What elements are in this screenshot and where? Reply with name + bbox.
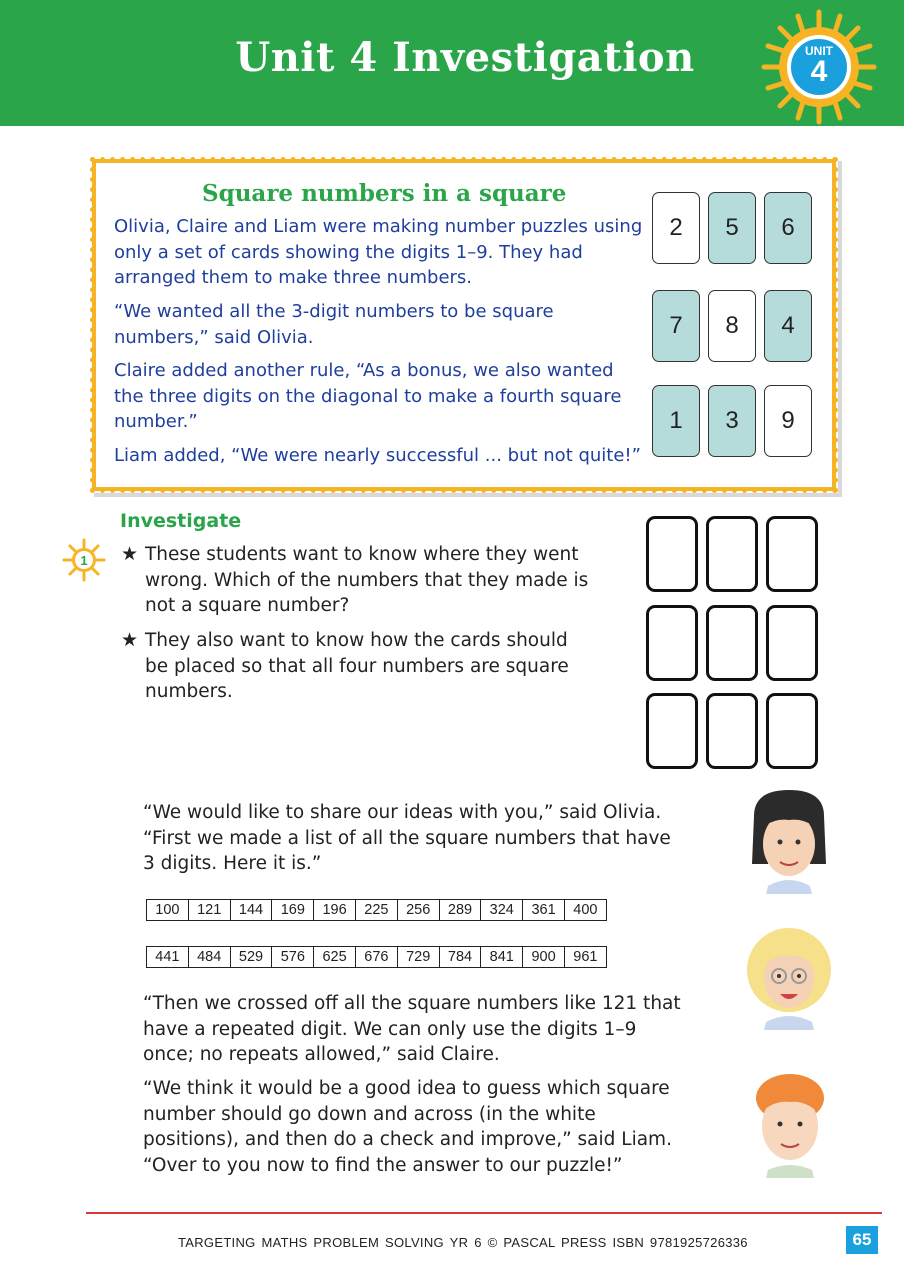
table-cell: 529 xyxy=(230,947,272,968)
digit-card: 2 xyxy=(652,192,700,264)
investigate-bullet-2: They also want to know how the cards should be placed so that all four numbers are square numbers. xyxy=(145,630,569,702)
table-cell: 784 xyxy=(439,947,481,968)
blank-card xyxy=(766,605,818,681)
investigate-bullet-1: These students want to know where they went wrong. Which of the numbers that they made is not a square number? xyxy=(145,544,589,616)
page-number: 65 xyxy=(846,1226,878,1254)
digit-card: 8 xyxy=(708,290,756,362)
digit-card: 9 xyxy=(764,385,812,457)
table-cell: 361 xyxy=(523,900,565,921)
star-bullet-icon: ★ xyxy=(121,629,139,651)
table-cell: 256 xyxy=(397,900,439,921)
blank-card xyxy=(766,516,818,592)
table-row xyxy=(147,947,607,968)
blank-card xyxy=(706,693,758,769)
blank-card xyxy=(646,605,698,681)
blank-card xyxy=(706,516,758,592)
blank-card xyxy=(766,693,818,769)
blank-card xyxy=(646,693,698,769)
digit-card: 5 xyxy=(708,192,756,264)
table-cell: 225 xyxy=(355,900,397,921)
table-cell: 900 xyxy=(523,947,565,968)
table-cell: 196 xyxy=(314,900,356,921)
digit-card: 3 xyxy=(708,385,756,457)
claire-speech: “Then we crossed off all the square numbers like 121 that have a repeated digit. We can only use the digits 1–9 once; no repeats allowed,” said Claire. xyxy=(143,993,681,1065)
digit-card: 6 xyxy=(764,192,812,264)
question-number-icon xyxy=(62,538,106,582)
puzzle-paragraph-4: Liam added, “We were nearly successful ... but not quite!” xyxy=(114,445,641,466)
puzzle-paragraph-3: Claire added another rule, “As a bonus, we also wanted the three digits on the diagonal to make a fourth square number.” xyxy=(114,360,622,432)
investigate-heading: Investigate xyxy=(120,510,242,532)
page-title: Unit 4 Investigation xyxy=(235,34,695,81)
square-numbers-table-1 xyxy=(146,899,607,921)
table-cell: 841 xyxy=(481,947,523,968)
puzzle-title: Square numbers in a square xyxy=(202,180,567,207)
footer-divider xyxy=(86,1212,882,1214)
star-bullet-icon: ★ xyxy=(121,543,139,565)
footer-text: TARGETING MATHS PROBLEM SOLVING YR 6 © PASCAL PRESS ISBN 9781925726336 xyxy=(178,1235,748,1250)
puzzle-paragraph-1: Olivia, Claire and Liam were making number puzzles using only a set of cards showing the digits 1–9. They had arranged them to make three numbers. xyxy=(114,216,643,288)
table-cell: 484 xyxy=(188,947,230,968)
table-cell: 676 xyxy=(355,947,397,968)
square-numbers-table-2 xyxy=(146,946,607,968)
digit-card: 1 xyxy=(652,385,700,457)
table-cell: 576 xyxy=(272,947,314,968)
olivia-speech: “We would like to share our ideas with you,” said Olivia. “First we made a list of all the square numbers that have 3 digits. Here it is.” xyxy=(143,802,671,874)
table-cell: 169 xyxy=(272,900,314,921)
table-cell: 625 xyxy=(314,947,356,968)
olivia-face-icon xyxy=(740,786,838,894)
table-cell: 144 xyxy=(230,900,272,921)
blank-card xyxy=(706,605,758,681)
question-number: 1 xyxy=(80,553,88,568)
table-cell: 441 xyxy=(147,947,189,968)
unit-number: 4 xyxy=(810,55,828,88)
digit-card: 7 xyxy=(652,290,700,362)
puzzle-paragraph-2: “We wanted all the 3-digit numbers to be square numbers,” said Olivia. xyxy=(114,301,554,348)
blank-card xyxy=(646,516,698,592)
table-cell: 961 xyxy=(564,947,606,968)
unit-label: UNIT xyxy=(805,44,833,58)
table-row xyxy=(147,900,607,921)
liam-speech: “We think it would be a good idea to guess which square number should go down and across (in the white positions), and then do a check and improve,” said Liam. “Over to you now to find the answer to our puzzle!” xyxy=(143,1078,672,1176)
table-cell: 400 xyxy=(564,900,606,921)
table-cell: 324 xyxy=(481,900,523,921)
digit-card: 4 xyxy=(764,290,812,362)
table-cell: 121 xyxy=(188,900,230,921)
unit-badge xyxy=(787,35,851,99)
table-cell: 729 xyxy=(397,947,439,968)
table-cell: 289 xyxy=(439,900,481,921)
table-cell: 100 xyxy=(147,900,189,921)
